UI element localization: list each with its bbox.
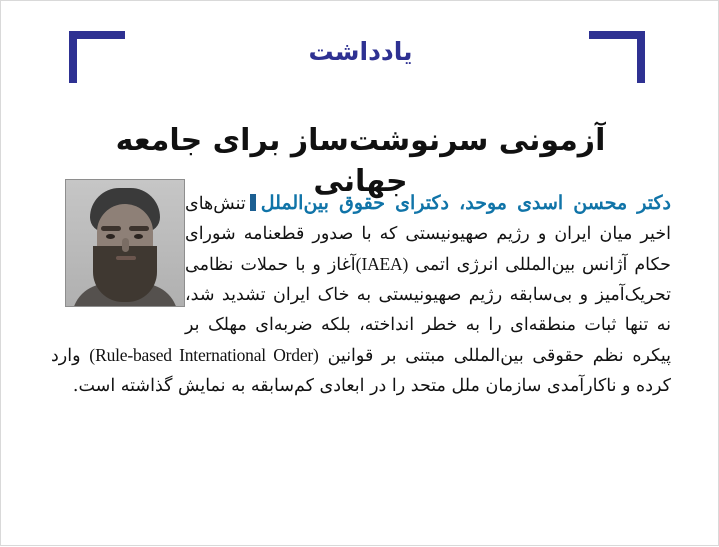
portrait-eye-left: [106, 234, 115, 239]
body-lead-in: تنش‌های اخیر میان ایران و رژیم صهیونیستی که با صدور قطعنامه شورای حکام آژانس بین‌المللی انرژی اتمی: [185, 193, 671, 275]
byline-separator-bar: [250, 194, 256, 211]
portrait-mouth: [116, 256, 136, 260]
portrait-beard: [93, 246, 157, 302]
body-part-three: وارد کرده و ناکارآمدی سازمان ملل متحد را در ابعادی کم‌سابقه به نمایش گذاشته است.: [51, 345, 671, 397]
author-portrait: [65, 179, 185, 307]
portrait-eyebrow-left: [101, 226, 121, 231]
section-kicker: یادداشت: [308, 37, 413, 66]
article-body: [51, 171, 671, 531]
portrait-eyebrow-right: [129, 226, 149, 231]
portrait-eye-right: [134, 234, 143, 239]
author-byline: دکتر محسن اسدی موحد، دکترای حقوق بین‌الملل: [260, 191, 671, 214]
body-part-two: آغاز و با حملات نظامی تحریک‌آمیز و بی‌سابقه رژیم صهیونیستی به خاک ایران تشدید شد، نه تنها ثبات منطقه‌ای را به خطر انداخته، بلکه ضربه‌ای مهلک بر پیکره نظم حقوقی بین‌المللی مبتنی بر قوانین: [185, 254, 671, 366]
acronym-iaea: (IAEA): [355, 253, 409, 274]
page-inner: [1, 1, 719, 547]
portrait-nose: [122, 238, 129, 252]
page-title: آزمونی سرنوشت‌ساز برای جامعه جهانی: [115, 123, 606, 199]
term-rule-based-international-order: (Rule-based International Order): [89, 344, 319, 365]
